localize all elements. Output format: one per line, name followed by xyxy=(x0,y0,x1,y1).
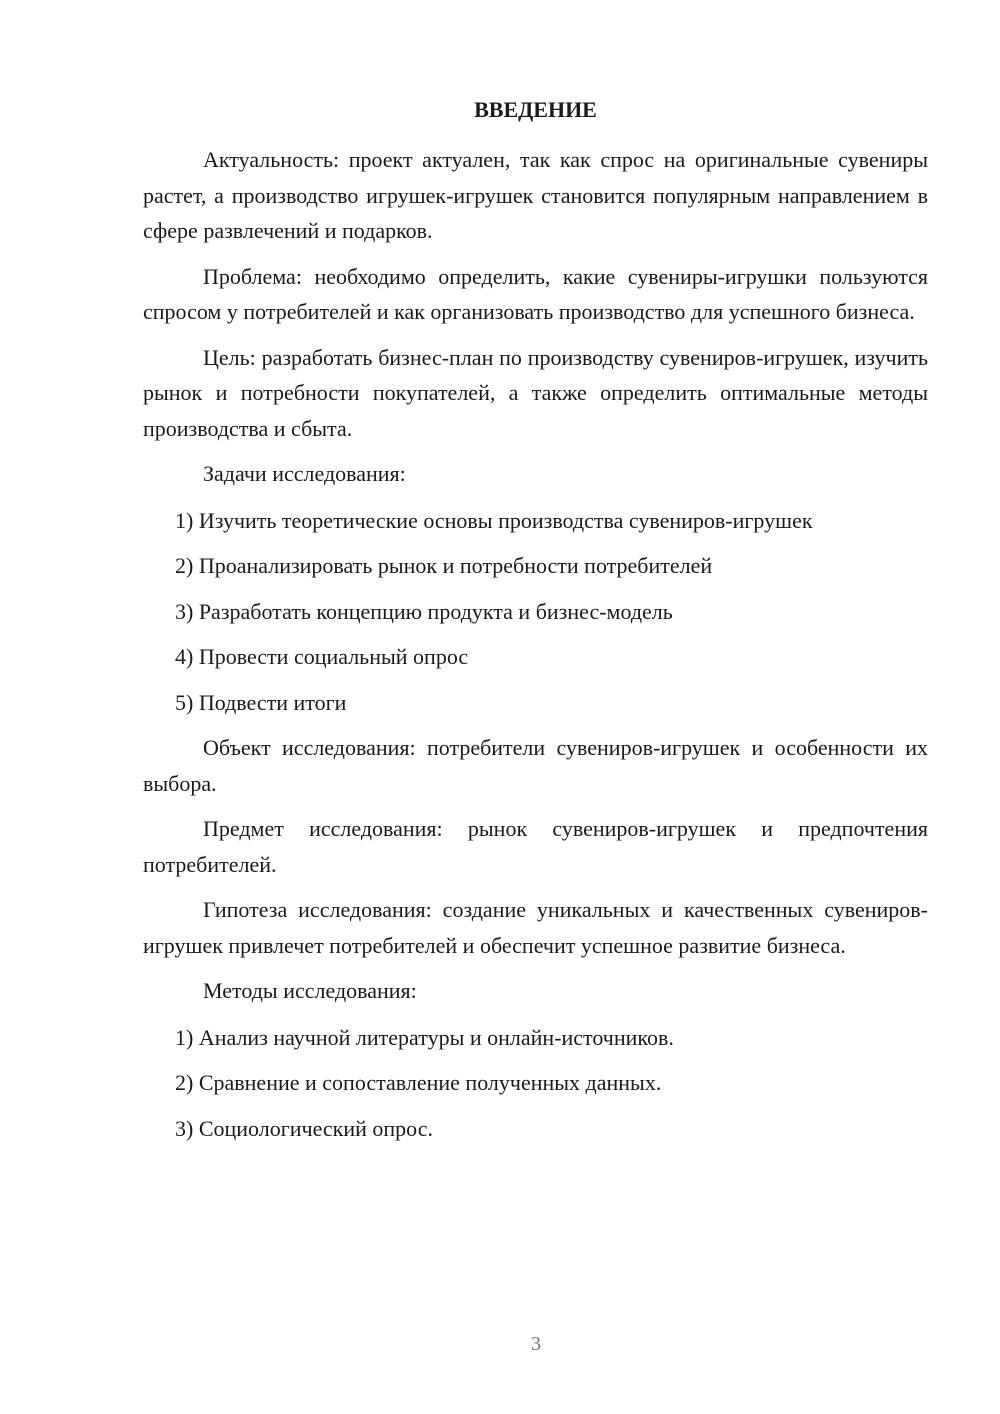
goal-paragraph: Цель: разработать бизнес-план по производству сувениров-игрушек, изучить рынок и потребности покупателей, а также определить оптимальные методы производства и сбыта. xyxy=(143,344,928,441)
task-item: 1) Изучить теоретические основы производства сувениров-игрушек xyxy=(175,507,813,533)
object-paragraph: Объект исследования: потребители сувениров-игрушек и особенности их выбора. xyxy=(143,735,928,796)
task-item: 4) Провести социальный опрос xyxy=(175,644,469,669)
method-item: 1) Анализ научной литературы и онлайн-источников. xyxy=(175,1024,674,1050)
page-number: 3 xyxy=(531,1333,541,1355)
task-item: 3) Разработать концепцию продукта и бизнес-модель xyxy=(175,598,673,624)
method-item: 3) Социологический опрос. xyxy=(175,1115,433,1141)
tasks-label: Задачи исследования: xyxy=(203,461,406,486)
methods-label: Методы исследования: xyxy=(203,978,417,1003)
page-title: ВВЕДЕНИЕ xyxy=(474,97,597,122)
document-page xyxy=(143,94,928,1156)
task-item: 5) Подвести итоги xyxy=(175,689,347,715)
problem-paragraph: Проблема: необходимо определить, какие сувениры-игрушки пользуются спросом у потребителей и как организовать производство для успешного бизнеса. xyxy=(143,263,928,324)
task-item: 2) Проанализировать рынок и потребности потребителей xyxy=(175,553,713,578)
hypothesis-paragraph: Гипотеза исследования: создание уникальных и качественных сувениров-игрушек привлечет потребителей и обеспечит успешное развитие бизнеса. xyxy=(143,897,928,958)
relevance-paragraph: Актуальность: проект актуален, так как спрос на оригинальные сувениры растет, а производство игрушек-игрушек становится популярным направлением в сфере развлечений и подарков. xyxy=(143,147,928,243)
subject-paragraph: Предмет исследования: рынок сувениров-игрушек и предпочтения потребителей. xyxy=(143,816,928,877)
method-item: 2) Сравнение и сопоставление полученных данных. xyxy=(175,1070,662,1095)
